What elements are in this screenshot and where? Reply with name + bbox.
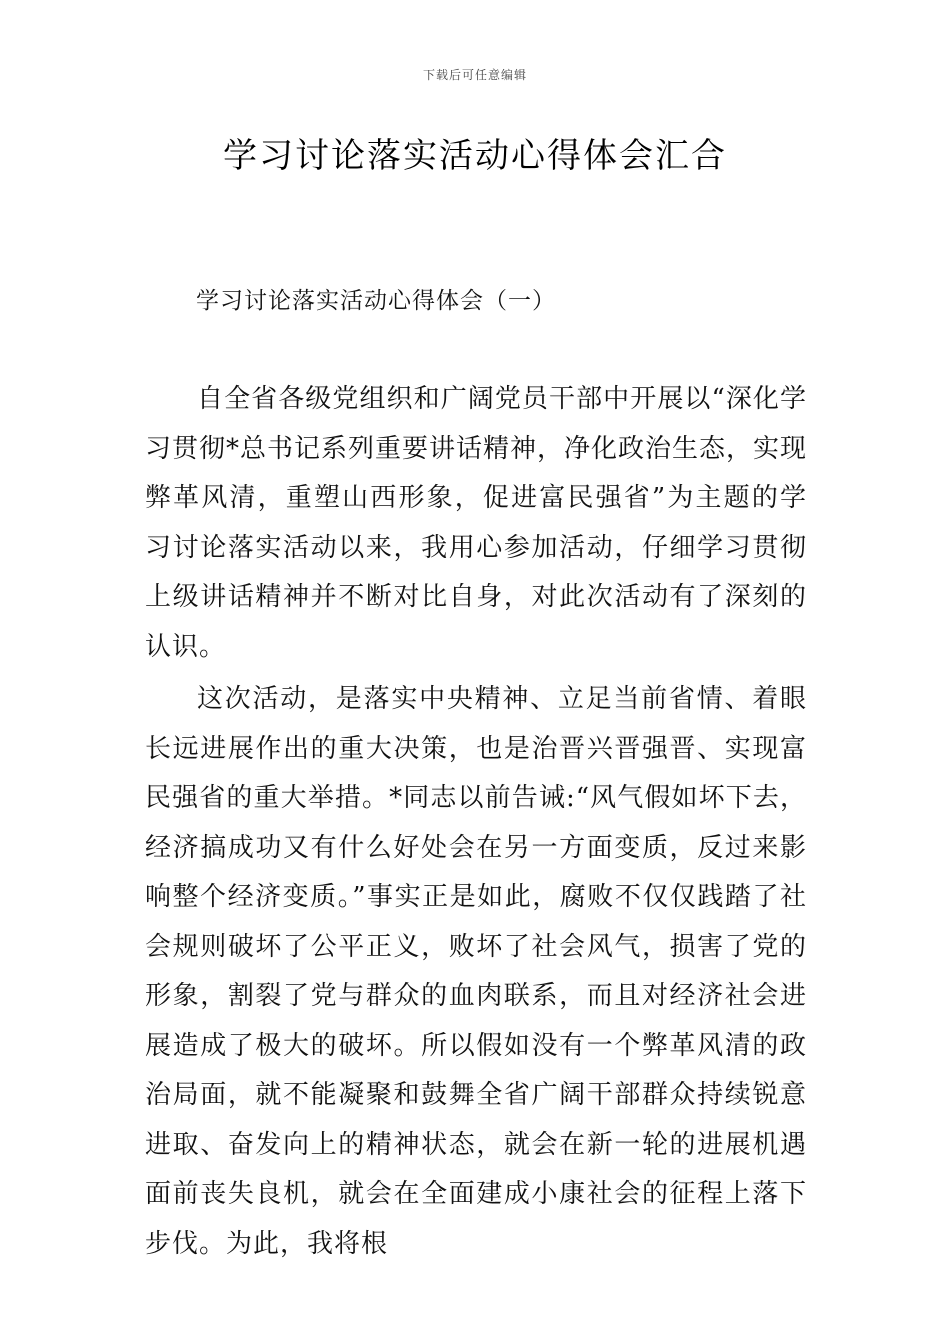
body-paragraph-2: 这次活动，是落实中央精神、立足当前省情、着眼长远进展作出的重大决策，也是治晋兴晋强晋、实现富民强省的重大举措。*同志以前告诫:“风气假如坏下去，经济搞成功又有什么好处会在另一方面变质，反过来影响整个经济变质。”事实正是如此，腐败不仅仅践踏了社会规则破坏了公平正义，败坏了社会风气，损害了党的形象，割裂了党与群众的血肉联系，而且对经济社会进展造成了极大的破坏。所以假如没有一个弊革风清的政治局面，就不能凝聚和鼓舞全省广阔干部群众持续锐意进取、奋发向上的精神状态，就会在新一轮的进展机遇面前丧失良机，就会在全面建成小康社会的征程上落下步伐。为此，我将根: [145, 684, 807, 1259]
page-title: 学习讨论落实活动心得体会汇合: [223, 136, 727, 176]
section-heading: 学习讨论落实活动心得体会（一）: [196, 288, 556, 314]
body-paragraph-1: 自全省各级党组织和广阔党员干部中开展以“深化学习贯彻*总书记系列重要讲话精神，净化政治生态，实现弊革风清，重塑山西形象，促进富民强省”为主题的学习讨论落实活动以来，我用心参加活动，仔细学习贯彻上级讲话精神并不断对比自身，对此次活动有了深刻的认识。: [145, 384, 808, 662]
header-note: 下载后可任意编辑: [422, 68, 527, 82]
